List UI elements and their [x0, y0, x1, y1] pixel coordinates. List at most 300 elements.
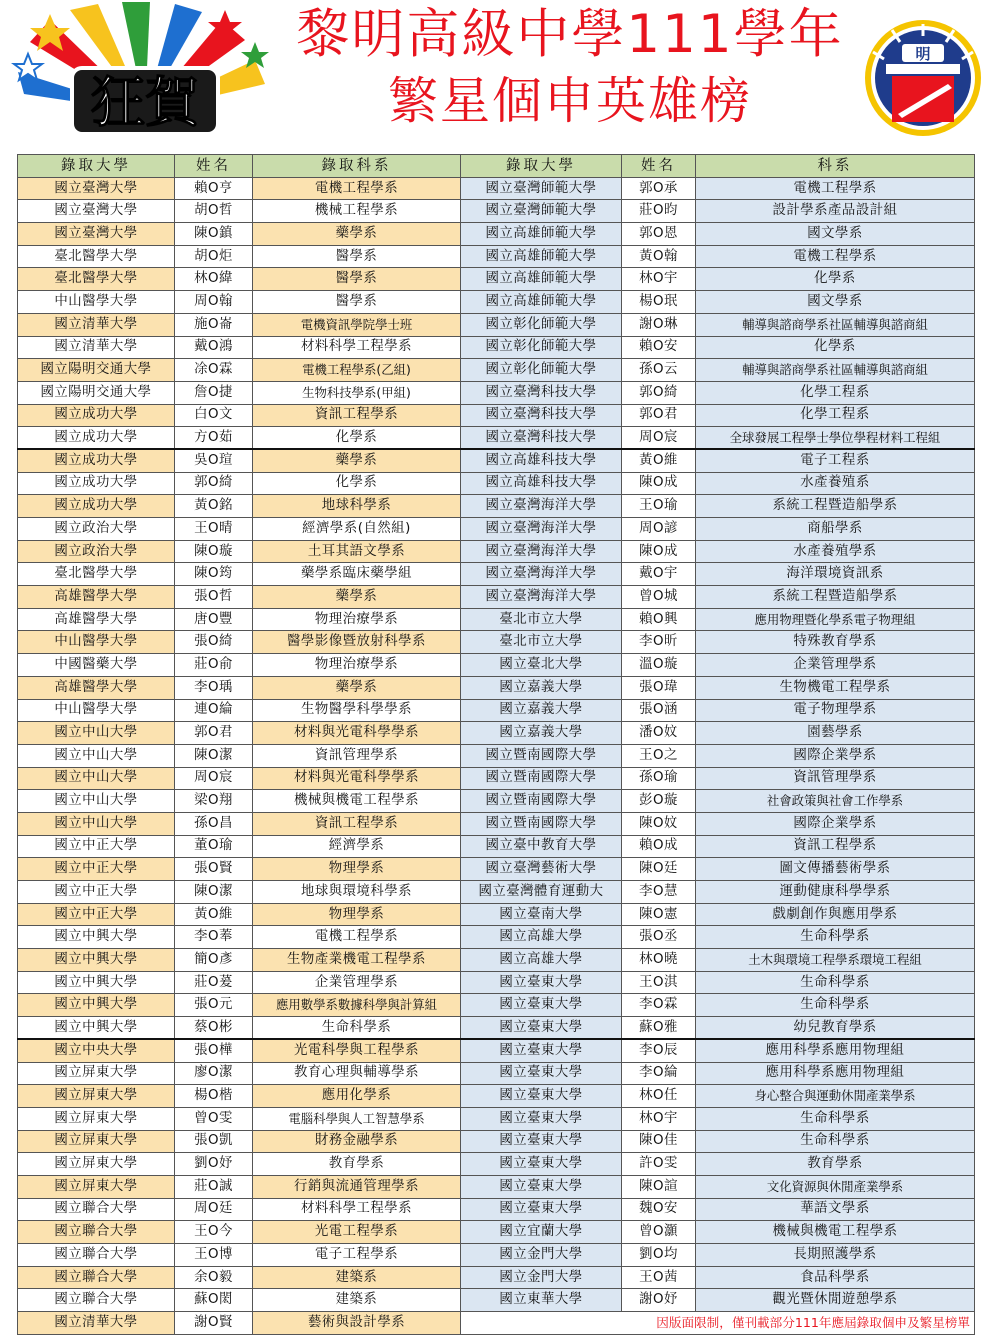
right-name-cell: 張O瑋 [622, 676, 696, 699]
right-university-cell: 國立暨南國際大學 [461, 812, 622, 835]
right-department-cell: 觀光暨休閒遊憩學系 [696, 1289, 975, 1312]
left-name-cell: 黃O銘 [175, 495, 253, 518]
left-department-cell: 光電工程學系 [253, 1221, 461, 1244]
right-university-cell: 國立高雄大學 [461, 949, 622, 972]
left-department-cell: 藥學系 [253, 676, 461, 699]
left-department-cell: 藥學系臨床藥學組 [253, 563, 461, 586]
table-row [18, 699, 975, 722]
left-name-cell: 張O哲 [175, 586, 253, 609]
left-university-cell: 國立中正大學 [18, 835, 175, 858]
left-university-cell: 國立聯合大學 [18, 1289, 175, 1312]
left-department-cell: 生命科學系 [253, 1017, 461, 1040]
right-university-cell: 國立臺灣海洋大學 [461, 518, 622, 541]
table-row [18, 1312, 975, 1335]
right-university-cell: 國立金門大學 [461, 1244, 622, 1267]
table-row [18, 903, 975, 926]
left-department-cell: 地球科學系 [253, 495, 461, 518]
left-university-cell: 國立屏東大學 [18, 1085, 175, 1108]
left-department-cell: 化學系 [253, 427, 461, 450]
right-name-cell: 溫O璇 [622, 654, 696, 677]
right-university-cell: 國立臺東大學 [461, 1039, 622, 1062]
left-department-cell: 電子工程學系 [253, 1244, 461, 1267]
left-name-cell: 詹O捷 [175, 381, 253, 404]
left-department-cell: 藥學系 [253, 449, 461, 472]
results-table-container [17, 154, 974, 1335]
right-department-cell: 應用物理暨化學系電子物理組 [696, 608, 975, 631]
left-university-cell: 國立清華大學 [18, 1312, 175, 1335]
right-university-cell: 國立彰化師範大學 [461, 359, 622, 382]
right-university-cell: 國立臺南大學 [461, 903, 622, 926]
left-name-cell: 方O茹 [175, 427, 253, 450]
left-department-cell: 材料與光電科學學系 [253, 722, 461, 745]
right-university-cell: 國立東華大學 [461, 1289, 622, 1312]
right-name-cell: 楊O珉 [622, 291, 696, 314]
right-department-cell: 國文學系 [696, 291, 975, 314]
right-department-cell: 系統工程暨造船學系 [696, 495, 975, 518]
table-row [18, 540, 975, 563]
right-university-cell: 國立臺灣海洋大學 [461, 586, 622, 609]
emblem-text: 明 [915, 45, 931, 63]
school-emblem [862, 14, 984, 140]
left-university-cell: 中國醫藥大學 [18, 654, 175, 677]
left-name-cell: 簡O彥 [175, 949, 253, 972]
left-department-cell: 財務金融學系 [253, 1130, 461, 1153]
table-body [18, 177, 975, 1334]
table-row [18, 835, 975, 858]
table-row [18, 994, 975, 1017]
right-university-cell: 國立臺灣海洋大學 [461, 540, 622, 563]
left-university-cell: 國立政治大學 [18, 518, 175, 541]
left-department-cell: 建築系 [253, 1289, 461, 1312]
left-department-cell: 教育學系 [253, 1153, 461, 1176]
left-name-cell: 吳O瑄 [175, 449, 253, 472]
table-row [18, 245, 975, 268]
left-department-cell: 生物科技學系(甲組) [253, 381, 461, 404]
right-university-cell: 國立彰化師範大學 [461, 313, 622, 336]
results-table [17, 154, 975, 1335]
right-department-cell: 企業管理學系 [696, 654, 975, 677]
left-university-cell: 國立聯合大學 [18, 1244, 175, 1267]
left-university-cell: 中山醫學大學 [18, 291, 175, 314]
right-name-cell: 戴O宇 [622, 563, 696, 586]
left-university-cell: 臺北醫學大學 [18, 245, 175, 268]
right-university-cell: 國立高雄科技大學 [461, 472, 622, 495]
table-row [18, 790, 975, 813]
left-university-cell: 國立成功大學 [18, 404, 175, 427]
footnote: 因版面限制，僅刊載部分111年應屆錄取個申及繁星榜單 [461, 1312, 975, 1335]
table-row [18, 971, 975, 994]
right-university-cell: 國立臺東大學 [461, 1198, 622, 1221]
table-row [18, 926, 975, 949]
right-university-cell: 國立臺東大學 [461, 1017, 622, 1040]
right-name-cell: 王O之 [622, 744, 696, 767]
right-university-cell: 國立臺北大學 [461, 654, 622, 677]
table-header-row [18, 155, 975, 178]
table-row [18, 404, 975, 427]
table-row [18, 472, 975, 495]
right-university-cell: 國立臺東大學 [461, 1085, 622, 1108]
right-department-cell: 身心整合與運動休閒產業學系 [696, 1085, 975, 1108]
right-department-cell: 輔導與諮商學系社區輔導與諮商組 [696, 359, 975, 382]
left-university-cell: 國立清華大學 [18, 313, 175, 336]
header [0, 0, 1008, 150]
left-university-cell: 臺北醫學大學 [18, 268, 175, 291]
left-university-cell: 國立成功大學 [18, 495, 175, 518]
right-department-cell: 全球發展工程學士學位學程材料工程組 [696, 427, 975, 450]
left-department-cell: 建築系 [253, 1266, 461, 1289]
table-row [18, 1198, 975, 1221]
left-department-cell: 藝術與設計學系 [253, 1312, 461, 1335]
right-name-cell: 張O丞 [622, 926, 696, 949]
left-name-cell: 唐O豐 [175, 608, 253, 631]
left-department-cell: 電機工程學系 [253, 177, 461, 200]
table-row [18, 268, 975, 291]
left-university-cell: 國立成功大學 [18, 472, 175, 495]
left-name-cell: 陳O璇 [175, 540, 253, 563]
table-row [18, 1107, 975, 1130]
left-department-cell: 電腦科學與人工智慧學系 [253, 1107, 461, 1130]
left-university-cell: 高雄醫學大學 [18, 586, 175, 609]
left-name-cell: 戴O鴻 [175, 336, 253, 359]
right-university-cell: 國立金門大學 [461, 1266, 622, 1289]
left-department-cell: 地球與環境科學系 [253, 881, 461, 904]
right-university-cell: 國立臺東大學 [461, 1175, 622, 1198]
left-university-cell: 國立屏東大學 [18, 1107, 175, 1130]
right-name-cell: 莊O昀 [622, 200, 696, 223]
left-university-cell: 國立中央大學 [18, 1039, 175, 1062]
right-department-cell: 水產養殖學系 [696, 540, 975, 563]
table-row [18, 1062, 975, 1085]
right-name-cell: 孫O云 [622, 359, 696, 382]
right-university-cell: 國立高雄師範大學 [461, 291, 622, 314]
right-name-cell: 李O霖 [622, 994, 696, 1017]
right-university-cell: 國立臺東大學 [461, 1130, 622, 1153]
right-department-cell: 國際企業學系 [696, 744, 975, 767]
table-row [18, 1085, 975, 1108]
left-name-cell: 陳O筠 [175, 563, 253, 586]
left-department-cell: 應用數學系數據科學與計算組 [253, 994, 461, 1017]
right-name-cell: 王O茜 [622, 1266, 696, 1289]
table-row [18, 1175, 975, 1198]
left-university-cell: 高雄醫學大學 [18, 676, 175, 699]
right-name-cell: 賴O興 [622, 608, 696, 631]
left-name-cell: 王O今 [175, 1221, 253, 1244]
left-name-cell: 張O綺 [175, 631, 253, 654]
right-department-cell: 商船學系 [696, 518, 975, 541]
right-name-cell: 陳O憲 [622, 903, 696, 926]
left-university-cell: 臺北醫學大學 [18, 563, 175, 586]
left-department-cell: 醫學系 [253, 268, 461, 291]
table-row [18, 177, 975, 200]
right-name-cell: 黃O維 [622, 449, 696, 472]
right-name-cell: 陳O諠 [622, 1175, 696, 1198]
right-university-cell: 國立高雄師範大學 [461, 268, 622, 291]
right-university-cell: 國立高雄師範大學 [461, 223, 622, 246]
left-department-cell: 教育心理與輔導學系 [253, 1062, 461, 1085]
left-name-cell: 李O瑀 [175, 676, 253, 699]
left-university-cell: 國立屏東大學 [18, 1153, 175, 1176]
right-department-cell: 電子物理學系 [696, 699, 975, 722]
left-university-cell: 國立聯合大學 [18, 1198, 175, 1221]
right-name-cell: 李O辰 [622, 1039, 696, 1062]
right-name-cell: 許O雯 [622, 1153, 696, 1176]
congratulations-badge [10, 2, 280, 140]
right-university-cell: 國立臺灣師範大學 [461, 177, 622, 200]
right-university-cell: 國立嘉義大學 [461, 676, 622, 699]
right-name-cell: 王O淇 [622, 971, 696, 994]
left-name-cell: 郭O君 [175, 722, 253, 745]
left-university-cell: 國立屏東大學 [18, 1130, 175, 1153]
right-department-cell: 系統工程暨造船學系 [696, 586, 975, 609]
right-university-cell: 國立暨南國際大學 [461, 790, 622, 813]
left-university-cell: 國立中興大學 [18, 1017, 175, 1040]
left-university-cell: 國立中興大學 [18, 926, 175, 949]
right-department-cell: 文化資源與休閒產業學系 [696, 1175, 975, 1198]
right-university-cell: 國立高雄師範大學 [461, 245, 622, 268]
left-department-cell: 生物醫學科學學系 [253, 699, 461, 722]
right-university-cell: 國立臺灣海洋大學 [461, 495, 622, 518]
left-name-cell: 張O樺 [175, 1039, 253, 1062]
left-department-cell: 機械工程學系 [253, 200, 461, 223]
table-row [18, 1244, 975, 1267]
right-name-cell: 周O諺 [622, 518, 696, 541]
right-name-cell: 黃O翰 [622, 245, 696, 268]
right-university-cell: 國立宜蘭大學 [461, 1221, 622, 1244]
left-name-cell: 連O綸 [175, 699, 253, 722]
header-left-department: 錄取科系 [253, 155, 461, 178]
right-name-cell: 陳O佳 [622, 1130, 696, 1153]
right-name-cell: 王O瑜 [622, 495, 696, 518]
right-university-cell: 國立暨南國際大學 [461, 767, 622, 790]
left-university-cell: 中山醫學大學 [18, 631, 175, 654]
right-name-cell: 郭O君 [622, 404, 696, 427]
right-university-cell: 國立臺灣科技大學 [461, 381, 622, 404]
left-name-cell: 莊O萲 [175, 971, 253, 994]
right-university-cell: 國立嘉義大學 [461, 722, 622, 745]
left-university-cell: 中山醫學大學 [18, 699, 175, 722]
right-department-cell: 特殊教育學系 [696, 631, 975, 654]
right-name-cell: 謝O琳 [622, 313, 696, 336]
right-department-cell: 海洋環境資訊系 [696, 563, 975, 586]
left-university-cell: 國立中正大學 [18, 881, 175, 904]
right-university-cell: 國立臺灣師範大學 [461, 200, 622, 223]
left-department-cell: 醫學系 [253, 291, 461, 314]
table-row [18, 336, 975, 359]
right-department-cell: 應用科學系應用物理組 [696, 1062, 975, 1085]
left-university-cell: 國立臺灣大學 [18, 223, 175, 246]
right-department-cell: 電機工程學系 [696, 245, 975, 268]
table-row [18, 608, 975, 631]
table-row [18, 223, 975, 246]
table-row [18, 949, 975, 972]
table-row [18, 563, 975, 586]
right-name-cell: 劉O均 [622, 1244, 696, 1267]
left-name-cell: 張O凱 [175, 1130, 253, 1153]
right-department-cell: 生命科學系 [696, 1130, 975, 1153]
left-university-cell: 國立臺灣大學 [18, 177, 175, 200]
table-row [18, 1153, 975, 1176]
left-department-cell: 機械與機電工程學系 [253, 790, 461, 813]
right-university-cell: 國立臺東大學 [461, 971, 622, 994]
page-title: 黎明高級中學111學年 [296, 4, 844, 65]
left-university-cell: 國立聯合大學 [18, 1221, 175, 1244]
header-right-name: 姓名 [622, 155, 696, 178]
right-university-cell: 國立臺灣海洋大學 [461, 563, 622, 586]
right-name-cell: 李O慧 [622, 881, 696, 904]
right-department-cell: 輔導與諮商學系社區輔導與諮商組 [696, 313, 975, 336]
right-name-cell: 林O任 [622, 1085, 696, 1108]
left-department-cell: 化學系 [253, 472, 461, 495]
right-department-cell: 社會政策與社會工作學系 [696, 790, 975, 813]
right-department-cell: 戲劇創作與應用學系 [696, 903, 975, 926]
header-right-university: 錄取大學 [461, 155, 622, 178]
left-university-cell: 國立屏東大學 [18, 1175, 175, 1198]
right-name-cell: 陳O成 [622, 472, 696, 495]
right-university-cell: 國立臺東大學 [461, 1153, 622, 1176]
left-name-cell: 陳O鎮 [175, 223, 253, 246]
left-department-cell: 應用化學系 [253, 1085, 461, 1108]
table-row [18, 586, 975, 609]
badge-text: 狂賀 [91, 71, 199, 134]
left-university-cell: 國立陽明交通大學 [18, 381, 175, 404]
left-department-cell: 醫學影像暨放射科學系 [253, 631, 461, 654]
left-name-cell: 周O廷 [175, 1198, 253, 1221]
right-university-cell: 國立臺東大學 [461, 1107, 622, 1130]
page-subtitle: 繁星個申英雄榜 [388, 72, 752, 130]
left-name-cell: 梁O翔 [175, 790, 253, 813]
right-department-cell: 電子工程系 [696, 449, 975, 472]
table-row [18, 654, 975, 677]
table-row [18, 1130, 975, 1153]
left-name-cell: 張O賢 [175, 858, 253, 881]
right-name-cell: 謝O妤 [622, 1289, 696, 1312]
right-department-cell: 圖文傳播藝術學系 [696, 858, 975, 881]
table-row [18, 313, 975, 336]
right-department-cell: 園藝學系 [696, 722, 975, 745]
right-name-cell: 魏O安 [622, 1198, 696, 1221]
right-department-cell: 土木與環境工程學系環境工程組 [696, 949, 975, 972]
left-name-cell: 周O翰 [175, 291, 253, 314]
left-name-cell: 莊O俞 [175, 654, 253, 677]
right-department-cell: 華語文學系 [696, 1198, 975, 1221]
left-name-cell: 董O瑜 [175, 835, 253, 858]
right-department-cell: 應用科學系應用物理組 [696, 1039, 975, 1062]
left-university-cell: 國立中正大學 [18, 903, 175, 926]
left-university-cell: 國立中興大學 [18, 971, 175, 994]
left-university-cell: 國立聯合大學 [18, 1266, 175, 1289]
left-name-cell: 黃O維 [175, 903, 253, 926]
right-university-cell: 國立臺東大學 [461, 994, 622, 1017]
left-department-cell: 藥學系 [253, 586, 461, 609]
left-department-cell: 行銷與流通管理學系 [253, 1175, 461, 1198]
left-name-cell: 楊O楷 [175, 1085, 253, 1108]
left-department-cell: 生物產業機電工程學系 [253, 949, 461, 972]
table-row [18, 767, 975, 790]
right-department-cell: 機械與機電工程學系 [696, 1221, 975, 1244]
right-department-cell: 資訊管理學系 [696, 767, 975, 790]
left-department-cell: 電機資訊學院學士班 [253, 313, 461, 336]
right-university-cell: 國立臺灣藝術大學 [461, 858, 622, 881]
left-name-cell: 胡O炬 [175, 245, 253, 268]
left-department-cell: 物理學系 [253, 903, 461, 926]
table-row [18, 381, 975, 404]
left-university-cell: 國立清華大學 [18, 336, 175, 359]
table-row [18, 631, 975, 654]
left-department-cell: 經濟學系(自然組) [253, 518, 461, 541]
right-department-cell: 化學系 [696, 268, 975, 291]
right-name-cell: 林O宇 [622, 268, 696, 291]
table-row [18, 1017, 975, 1040]
left-department-cell: 材料與光電科學學系 [253, 767, 461, 790]
right-department-cell: 電機工程學系 [696, 177, 975, 200]
left-university-cell: 國立中正大學 [18, 858, 175, 881]
header-left-name: 姓名 [175, 155, 253, 178]
right-name-cell: 賴O成 [622, 835, 696, 858]
right-department-cell: 生命科學系 [696, 926, 975, 949]
right-department-cell: 生物機電工程學系 [696, 676, 975, 699]
right-name-cell: 曾O灝 [622, 1221, 696, 1244]
table-row [18, 744, 975, 767]
table-row [18, 676, 975, 699]
right-university-cell: 國立暨南國際大學 [461, 744, 622, 767]
right-department-cell: 資訊工程學系 [696, 835, 975, 858]
right-department-cell: 幼兒教育學系 [696, 1017, 975, 1040]
left-name-cell: 林O緯 [175, 268, 253, 291]
table-row [18, 449, 975, 472]
right-name-cell: 林O曉 [622, 949, 696, 972]
right-name-cell: 林O宇 [622, 1107, 696, 1130]
left-name-cell: 陳O潔 [175, 744, 253, 767]
table-row [18, 291, 975, 314]
left-university-cell: 國立中山大學 [18, 722, 175, 745]
table-row [18, 812, 975, 835]
table-row [18, 359, 975, 382]
table-row [18, 200, 975, 223]
left-university-cell: 國立中山大學 [18, 812, 175, 835]
left-name-cell: 周O宸 [175, 767, 253, 790]
right-name-cell: 李O綸 [622, 1062, 696, 1085]
right-name-cell: 張O涵 [622, 699, 696, 722]
left-university-cell: 國立中山大學 [18, 767, 175, 790]
left-department-cell: 材料科學工程學系 [253, 336, 461, 359]
left-university-cell: 國立政治大學 [18, 540, 175, 563]
right-department-cell: 生命科學系 [696, 994, 975, 1017]
left-name-cell: 郭O綺 [175, 472, 253, 495]
left-name-cell: 施O崙 [175, 313, 253, 336]
right-university-cell: 臺北市立大學 [461, 631, 622, 654]
table-row [18, 495, 975, 518]
left-department-cell: 土耳其語文學系 [253, 540, 461, 563]
left-department-cell: 電機工程學系 [253, 926, 461, 949]
left-name-cell: 蘇O閎 [175, 1289, 253, 1312]
right-university-cell: 國立嘉義大學 [461, 699, 622, 722]
left-department-cell: 光電科學與工程學系 [253, 1039, 461, 1062]
right-department-cell: 化學工程系 [696, 381, 975, 404]
right-university-cell: 國立臺東大學 [461, 1062, 622, 1085]
left-university-cell: 國立中山大學 [18, 790, 175, 813]
right-department-cell: 國文學系 [696, 223, 975, 246]
table-row [18, 722, 975, 745]
right-name-cell: 郭O承 [622, 177, 696, 200]
right-department-cell: 化學系 [696, 336, 975, 359]
right-name-cell: 郭O綺 [622, 381, 696, 404]
left-name-cell: 謝O賢 [175, 1312, 253, 1335]
right-name-cell: 曾O城 [622, 586, 696, 609]
right-name-cell: 周O宸 [622, 427, 696, 450]
left-department-cell: 物理治療學系 [253, 608, 461, 631]
left-name-cell: 孫O昌 [175, 812, 253, 835]
left-name-cell: 莊O誠 [175, 1175, 253, 1198]
